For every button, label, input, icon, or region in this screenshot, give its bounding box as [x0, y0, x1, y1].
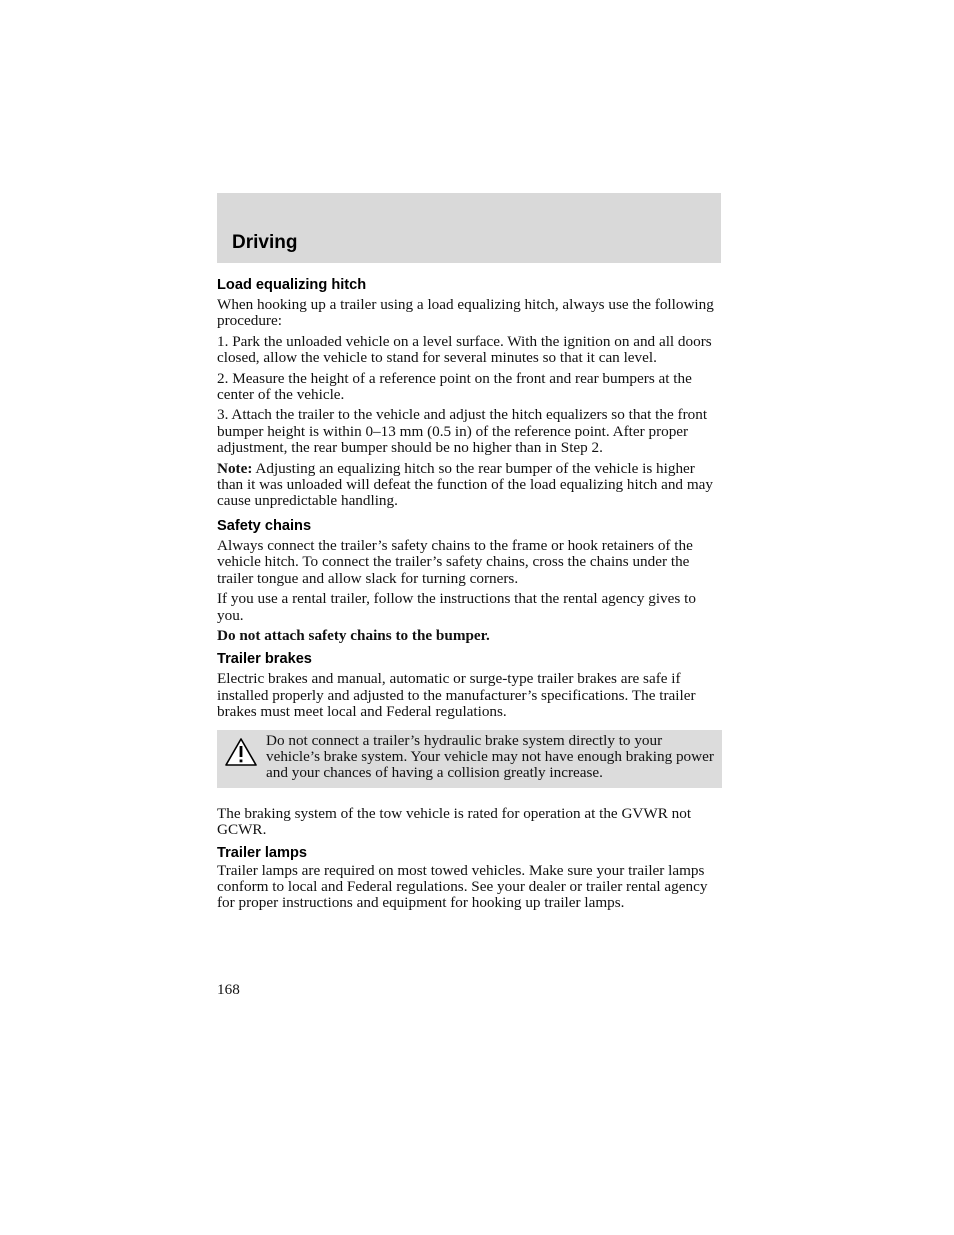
load-hitch-step-2: 2. Measure the height of a reference point on the front and rear bumpers at the center of the vehicle. — [217, 369, 692, 404]
trailer-brakes-para-1: Electric brakes and manual, automatic or surge-type trailer brakes are safe if installed properly and adjusted to the manufacturer’s specifications. The trailer brakes must meet local and Federal regulations. — [217, 670, 696, 721]
heading-trailer-brakes: Trailer brakes — [217, 651, 312, 668]
safety-chains-para-2: If you use a rental trailer, follow the instructions that the rental agency gives to you. — [217, 590, 696, 624]
warning-triangle-icon — [224, 737, 258, 773]
trailer-lamps-para-1: Trailer lamps are required on most towed vehicles. Make sure your trailer lamps conform to local and Federal regulations. See your dealer or trailer rental agency for proper instructions and equipment for hooking up trailer lamps. — [217, 861, 708, 912]
heading-load-equalizing-hitch: Load equalizing hitch — [217, 277, 367, 293]
warning-text: Do not connect a trailer’s hydraulic brake system directly to your vehicle’s brake system. Your vehicle may not have enough braking power and your chances of having a collision greatly increase. — [266, 731, 714, 782]
safety-chains-warning: Do not attach safety chains to the bumper. — [217, 626, 490, 644]
load-hitch-note — [217, 461, 722, 510]
heading-trailer-lamps: Trailer lamps — [217, 844, 308, 861]
load-hitch-intro: When hooking up a trailer using a load equalizing hitch, always use the following procedure: — [217, 296, 714, 330]
note-text: Adjusting an equalizing hitch so the rear bumper of the vehicle is higher than it was unloaded will defeat the function of the load equalizing hitch and may cause unpredictable handling. — [217, 459, 713, 510]
heading-safety-chains: Safety chains — [217, 517, 312, 534]
trailer-brakes-para-2: The braking system of the tow vehicle is rated for operation at the GVWR not GCWR. — [217, 804, 692, 839]
load-hitch-step-1: 1. Park the unloaded vehicle on a level surface. With the ignition on and all doors closed, allow the vehicle to stand for several minutes so that it can level. — [217, 332, 712, 367]
load-hitch-step-3: 3. Attach the trailer to the vehicle and adjust the hitch equalizers so that the front bumper height is within 0–13 mm (0.5 in) of the reference point. After proper adjustment, the rear bumper should be no higher than in Step 2. — [217, 406, 708, 457]
page-content — [217, 276, 722, 916]
page-number: 168 — [217, 981, 240, 998]
section-title: Driving — [232, 232, 298, 253]
warning-box — [217, 730, 722, 788]
note-label: Note: — [217, 459, 253, 477]
safety-chains-para-1: Always connect the trailer’s safety chains to the frame or hook retainers of the vehicle hitch. To connect the trailer’s safety chains, cross the chains under the trailer tongue and allow slack for turning corners. — [217, 536, 693, 587]
